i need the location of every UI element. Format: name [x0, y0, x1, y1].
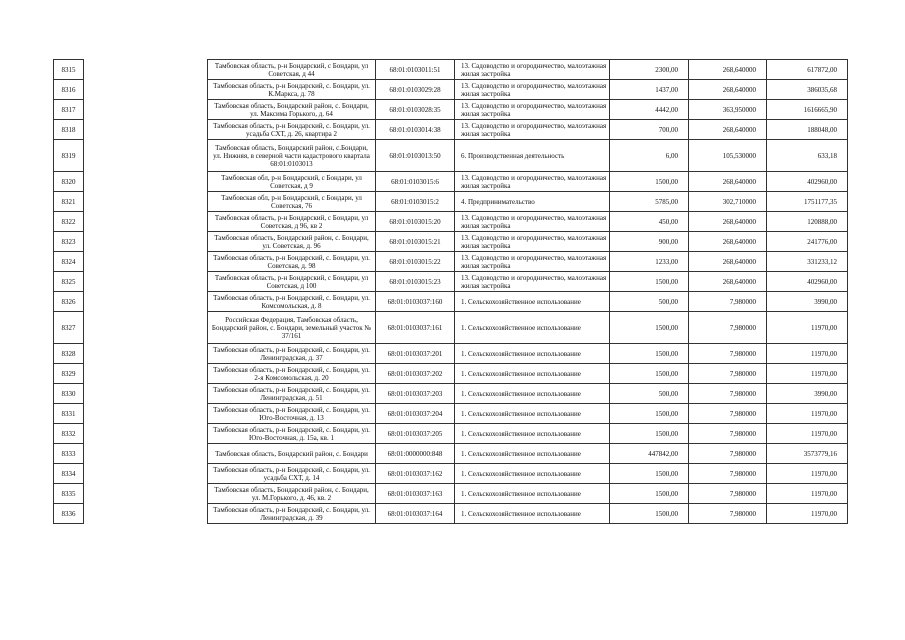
row-number-row	[54, 232, 84, 252]
row-number: 8330	[54, 384, 84, 404]
row-number-row	[54, 344, 84, 364]
cadastral-number-cell: 68:01:0103037:160	[376, 292, 455, 312]
rate-cell: 268,640000	[689, 272, 767, 292]
cadastral-value-cell: 402960,00	[767, 172, 848, 192]
table-row	[208, 464, 848, 484]
row-number: 8315	[54, 60, 84, 80]
address-cell: Тамбовская обл, р-н Бондарский, с Бондари, ул Советская, 76	[208, 192, 376, 212]
rate-cell: 7,980000	[689, 484, 767, 504]
land-use-cell: 1. Сельскохозяйственное использование	[455, 424, 610, 444]
cadastral-value-cell: 1751177,35	[767, 192, 848, 212]
cadastral-value-cell: 188048,00	[767, 120, 848, 140]
table-row	[208, 424, 848, 444]
rate-cell: 7,980000	[689, 364, 767, 384]
table-row	[208, 292, 848, 312]
cadastral-number-cell: 68:01:0103015:20	[376, 212, 455, 232]
row-number-row	[54, 504, 84, 524]
cadastral-number-cell: 68:01:0000000:848	[376, 444, 455, 464]
table-row	[208, 140, 848, 172]
cadastral-value-cell: 617872,00	[767, 60, 848, 80]
table-row	[208, 192, 848, 212]
land-use-cell: 1. Сельскохозяйственное использование	[455, 444, 610, 464]
cadastral-value-cell: 633,18	[767, 140, 848, 172]
land-use-cell: 13. Садоводство и огородничество, малоэтажная жилая застройка	[455, 252, 610, 272]
cadastral-number-cell: 68:01:0103037:164	[376, 504, 455, 524]
row-number-row	[54, 272, 84, 292]
cadastral-value-cell: 11970,00	[767, 312, 848, 344]
cadastral-number-cell: 68:01:0103029:28	[376, 80, 455, 100]
row-number: 8323	[54, 232, 84, 252]
row-number-row	[54, 140, 84, 172]
address-cell: Тамбовская область, р-н Бондарский, с. Бондари, ул. Ленинградская, д. 51	[208, 384, 376, 404]
row-number-row	[54, 464, 84, 484]
table-row	[208, 344, 848, 364]
address-cell: Тамбовская область, р-н Бондарский, с Бондари, ул Советская, д 100	[208, 272, 376, 292]
row-number: 8322	[54, 212, 84, 232]
cadastral-number-cell: 68:01:0103015:6	[376, 172, 455, 192]
cadastral-number-cell: 68:01:0103037:202	[376, 364, 455, 384]
row-number: 8327	[54, 312, 84, 344]
address-cell: Тамбовская область, р-н Бондарский, с Бондари, ул Советская, д 44	[208, 60, 376, 80]
row-number: 8335	[54, 484, 84, 504]
row-number-row	[54, 80, 84, 100]
row-number: 8325	[54, 272, 84, 292]
land-use-cell: 13. Садоводство и огородничество, малоэтажная жилая застройка	[455, 60, 610, 80]
row-number-row	[54, 384, 84, 404]
row-number: 8320	[54, 172, 84, 192]
table-row	[208, 364, 848, 384]
row-number-row	[54, 312, 84, 344]
table-row	[208, 272, 848, 292]
land-use-cell: 13. Садоводство и огородничество, малоэтажная жилая застройка	[455, 272, 610, 292]
land-use-cell: 1. Сельскохозяйственное использование	[455, 292, 610, 312]
land-use-cell: 13. Садоводство и огородничество, малоэтажная жилая застройка	[455, 100, 610, 120]
address-cell: Тамбовская область, р-н Бондарский, с. Бондари, ул. Советская, д. 98	[208, 252, 376, 272]
address-cell: Тамбовская область, Бондарский район, с. Бондари, ул. Максима Горького, д. 64	[208, 100, 376, 120]
cadastral-number-cell: 68:01:0103037:161	[376, 312, 455, 344]
address-cell: Тамбовская область, Бондарский район, с. Бондари, ул. Советская, д. 96	[208, 232, 376, 252]
area-cell: 1500,00	[610, 404, 689, 424]
address-cell: Тамбовская область, Бондарский район, с. Бондари, ул. М.Горького, д. 46, кв. 2	[208, 484, 376, 504]
cadastral-number-cell: 68:01:0103037:205	[376, 424, 455, 444]
land-use-cell: 1. Сельскохозяйственное использование	[455, 404, 610, 424]
rate-cell: 268,640000	[689, 252, 767, 272]
cadastral-number-cell: 68:01:0103015:23	[376, 272, 455, 292]
address-cell: Тамбовская область, р-н Бондарский, с. Бондари, ул. Ленинградская, д. 39	[208, 504, 376, 524]
row-number: 8331	[54, 404, 84, 424]
area-cell: 1500,00	[610, 464, 689, 484]
area-cell: 1233,00	[610, 252, 689, 272]
cadastral-value-cell: 11970,00	[767, 424, 848, 444]
rate-cell: 268,640000	[689, 80, 767, 100]
row-number: 8318	[54, 120, 84, 140]
area-cell: 700,00	[610, 120, 689, 140]
cadastral-number-cell: 68:01:0103015:22	[376, 252, 455, 272]
table-row	[208, 60, 848, 80]
row-number-row	[54, 364, 84, 384]
cadastral-value-cell: 1616665,90	[767, 100, 848, 120]
rate-cell: 7,980000	[689, 444, 767, 464]
area-cell: 2300,00	[610, 60, 689, 80]
area-cell: 1500,00	[610, 172, 689, 192]
rate-cell: 7,980000	[689, 504, 767, 524]
land-use-cell: 1. Сельскохозяйственное использование	[455, 344, 610, 364]
rate-cell: 7,980000	[689, 292, 767, 312]
cadastral-value-cell: 11970,00	[767, 504, 848, 524]
cadastral-number-cell: 68:01:0103037:201	[376, 344, 455, 364]
land-use-cell: 1. Сельскохозяйственное использование	[455, 384, 610, 404]
cadastral-number-cell: 68:01:0103011:51	[376, 60, 455, 80]
address-cell: Российская Федерация, Тамбовская область, Бондарский район, с. Бондари, земельный участок № 37/161	[208, 312, 376, 344]
cadastral-value-cell: 3990,00	[767, 292, 848, 312]
rate-cell: 268,640000	[689, 232, 767, 252]
address-cell: Тамбовская обл, р-н Бондарский, с Бондари, ул Советская, д 9	[208, 172, 376, 192]
cadastral-value-cell: 3573779,16	[767, 444, 848, 464]
cadastral-value-cell: 11970,00	[767, 484, 848, 504]
cadastral-number-cell: 68:01:0103037:203	[376, 384, 455, 404]
land-parcel-table	[207, 59, 848, 524]
table-row	[208, 252, 848, 272]
address-cell: Тамбовская область, р-н Бондарский, с. Бондари, ул. Юго-Восточная, д. 13	[208, 404, 376, 424]
cadastral-value-cell: 11970,00	[767, 464, 848, 484]
address-cell: Тамбовская область, р-н Бондарский, с. Бондари, ул. Ленинградская, д. 37	[208, 344, 376, 364]
rate-cell: 7,980000	[689, 424, 767, 444]
cadastral-value-cell: 331233,12	[767, 252, 848, 272]
row-number: 8319	[54, 140, 84, 172]
row-number-row	[54, 212, 84, 232]
table-row	[208, 404, 848, 424]
area-cell: 1437,00	[610, 80, 689, 100]
rate-cell: 7,980000	[689, 312, 767, 344]
table-row	[208, 384, 848, 404]
cadastral-number-cell: 68:01:0103037:162	[376, 464, 455, 484]
land-use-cell: 1. Сельскохозяйственное использование	[455, 312, 610, 344]
land-use-cell: 1. Сельскохозяйственное использование	[455, 504, 610, 524]
row-number: 8317	[54, 100, 84, 120]
row-number: 8336	[54, 504, 84, 524]
table-row	[208, 232, 848, 252]
area-cell: 1500,00	[610, 424, 689, 444]
address-cell: Тамбовская область, Бондарский район, с.Бондари, ул. Нижняя, в северной части кадастрового квартала 68:01:0103013	[208, 140, 376, 172]
area-cell: 1500,00	[610, 504, 689, 524]
row-number: 8316	[54, 80, 84, 100]
table-row	[208, 100, 848, 120]
area-cell: 900,00	[610, 232, 689, 252]
land-use-cell: 1. Сельскохозяйственное использование	[455, 464, 610, 484]
area-cell: 1500,00	[610, 364, 689, 384]
address-cell: Тамбовская область, р-н Бондарский, с. Бондари, ул. К.Маркса, д. 78	[208, 80, 376, 100]
row-number-row	[54, 60, 84, 80]
address-cell: Тамбовская область, р-н Бондарский, с. Бондари, ул. Комсомольская, д. 8	[208, 292, 376, 312]
cadastral-number-cell: 68:01:0103037:163	[376, 484, 455, 504]
table-row	[208, 504, 848, 524]
row-number: 8326	[54, 292, 84, 312]
land-use-cell: 6. Производственная деятельность	[455, 140, 610, 172]
area-cell: 6,00	[610, 140, 689, 172]
cadastral-number-cell: 68:01:0103028:35	[376, 100, 455, 120]
cadastral-number-cell: 68:01:0103015:2	[376, 192, 455, 212]
land-use-cell: 13. Садоводство и огородничество, малоэтажная жилая застройка	[455, 120, 610, 140]
table-row	[208, 120, 848, 140]
row-number-row	[54, 292, 84, 312]
area-cell: 450,00	[610, 212, 689, 232]
rate-cell: 7,980000	[689, 404, 767, 424]
cadastral-number-cell: 68:01:0103014:38	[376, 120, 455, 140]
address-cell: Тамбовская область, р-н Бондарский, с. Бондари, ул. Юго-Восточная, д. 15а, кв. 1	[208, 424, 376, 444]
row-number-row	[54, 120, 84, 140]
row-number-column	[53, 59, 84, 524]
row-number-row	[54, 424, 84, 444]
area-cell: 500,00	[610, 384, 689, 404]
cadastral-number-cell: 68:01:0103015:21	[376, 232, 455, 252]
area-cell: 1500,00	[610, 484, 689, 504]
row-number-row	[54, 444, 84, 464]
rate-cell: 105,530000	[689, 140, 767, 172]
row-number: 8321	[54, 192, 84, 212]
address-cell: Тамбовская область, Бондарский район, с. Бондари	[208, 444, 376, 464]
row-number-row	[54, 404, 84, 424]
row-number: 8334	[54, 464, 84, 484]
rate-cell: 363,950000	[689, 100, 767, 120]
row-number-row	[54, 192, 84, 212]
cadastral-value-cell: 3990,00	[767, 384, 848, 404]
land-use-cell: 13. Садоводство и огородничество, малоэтажная жилая застройка	[455, 80, 610, 100]
area-cell: 447842,00	[610, 444, 689, 464]
area-cell: 4442,00	[610, 100, 689, 120]
cadastral-number-cell: 68:01:0103013:50	[376, 140, 455, 172]
area-cell: 1500,00	[610, 272, 689, 292]
table-row	[208, 484, 848, 504]
cadastral-number-cell: 68:01:0103037:204	[376, 404, 455, 424]
area-cell: 1500,00	[610, 344, 689, 364]
table-row	[208, 212, 848, 232]
table-row	[208, 80, 848, 100]
rate-cell: 268,640000	[689, 120, 767, 140]
cadastral-value-cell: 120888,00	[767, 212, 848, 232]
rate-cell: 7,980000	[689, 384, 767, 404]
cadastral-value-cell: 241776,00	[767, 232, 848, 252]
rate-cell: 268,640000	[689, 212, 767, 232]
rate-cell: 7,980000	[689, 344, 767, 364]
table-row	[208, 312, 848, 344]
table-row	[208, 444, 848, 464]
address-cell: Тамбовская область, р-н Бондарский, с. Бондари, ул. 2-я Комсомольская, д. 20	[208, 364, 376, 384]
address-cell: Тамбовская область, р-н Бондарский, с. Бондари, ул. усадьба СХТ, д. 26, квартира 2	[208, 120, 376, 140]
rate-cell: 302,710000	[689, 192, 767, 212]
row-number: 8333	[54, 444, 84, 464]
row-number: 8328	[54, 344, 84, 364]
land-use-cell: 13. Садоводство и огородничество, малоэтажная жилая застройка	[455, 212, 610, 232]
row-number-row	[54, 484, 84, 504]
row-number-row	[54, 100, 84, 120]
cadastral-value-cell: 11970,00	[767, 344, 848, 364]
land-use-cell: 1. Сельскохозяйственное использование	[455, 364, 610, 384]
cadastral-value-cell: 11970,00	[767, 404, 848, 424]
area-cell: 5785,00	[610, 192, 689, 212]
row-number: 8324	[54, 252, 84, 272]
address-cell: Тамбовская область, р-н Бондарский, с. Бондари, ул. усадьба СХТ, д. 14	[208, 464, 376, 484]
cadastral-value-cell: 402960,00	[767, 272, 848, 292]
row-number: 8329	[54, 364, 84, 384]
land-use-cell: 1. Сельскохозяйственное использование	[455, 484, 610, 504]
cadastral-value-cell: 11970,00	[767, 364, 848, 384]
rate-cell: 268,640000	[689, 172, 767, 192]
area-cell: 500,00	[610, 292, 689, 312]
rate-cell: 268,640000	[689, 60, 767, 80]
land-use-cell: 13. Садоводство и огородничество, малоэтажная жилая застройка	[455, 172, 610, 192]
row-number-row	[54, 252, 84, 272]
rate-cell: 7,980000	[689, 464, 767, 484]
table-row	[208, 172, 848, 192]
area-cell: 1500,00	[610, 312, 689, 344]
row-number-row	[54, 172, 84, 192]
cadastral-value-cell: 386035,68	[767, 80, 848, 100]
address-cell: Тамбовская область, р-н Бондарский, с Бондари, ул Советская, д 96, кв 2	[208, 212, 376, 232]
row-number: 8332	[54, 424, 84, 444]
land-use-cell: 13. Садоводство и огородничество, малоэтажная жилая застройка	[455, 232, 610, 252]
land-use-cell: 4. Предпринимательство	[455, 192, 610, 212]
